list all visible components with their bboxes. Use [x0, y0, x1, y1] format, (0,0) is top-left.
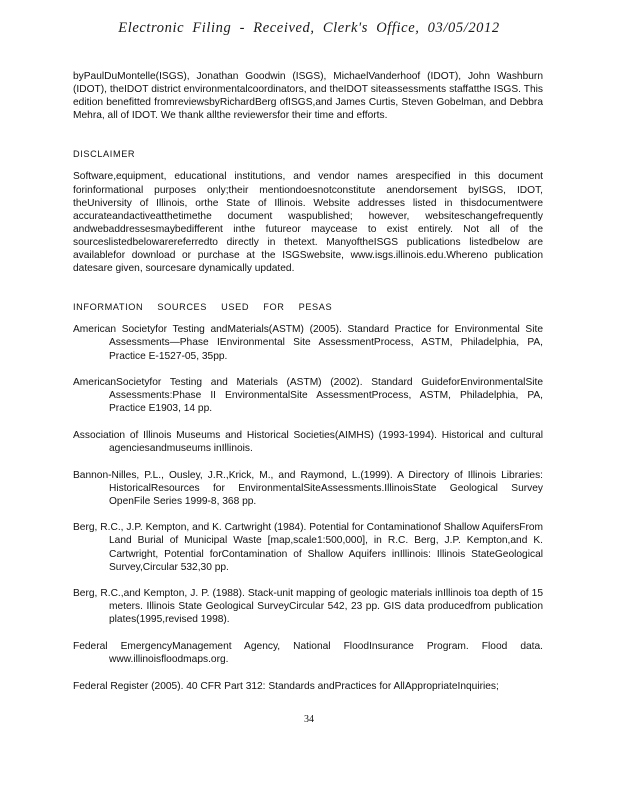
reference-item: Bannon-Nilles, P.L., Ousley, J.R.,Krick, M., and Raymond, L.(1999). A Directory of Illinois Libraries: HistoricalResources for EnvironmentalSiteAssessments.IllinoisState Geological Survey OpenFile Series 1999-8, 368 pp.: [73, 469, 543, 507]
reference-item: Association of Illinois Museums and Historical Societies(AIMHS) (1993-1994). Historical and cultural agenciesandmuseums inIllinois.: [73, 429, 543, 454]
section-gap: [73, 275, 543, 301]
reference-item: American Societyfor Testing andMaterials(ASTM) (2005). Standard Practice for Environmental Site Assessments—Phase IEnvironmental Site AssessmentProcess, ASTM, Philadelphia, PA, Practice E-1527-05, 35pp.: [73, 324, 543, 362]
section-gap: [73, 161, 543, 170]
section-gap: [73, 122, 543, 148]
reference-item: AmericanSocietyfor Testing and Materials (ASTM) (2002). Standard GuideforEnvironmentalSite Assessments:Phase II EnvironmentalSite AssessmentProcess, ASTM, Philadelphia, PA, Practice E1903, 14 pp.: [73, 377, 543, 415]
page-number: 34: [304, 714, 314, 725]
disclaimer-paragraph: Software,equipment, educational institutions, and vendor names arespecified in this document forinformational purposes only;their mentiondoesnotconstitute anendorsement byISGS, IDOT, theUniversity of Illinois, orthe State of Illinois. Website addresses listed in thisdocumentwere accurateandactiveatthetimethe document waspublished; however, websiteschangefrequently andwebaddressesmaybedifferent inthe futureor maycease to exist entirely. Not all of the sourceslistedbelowarereferredto directly in thetext. ManyoftheISGS publications listedbelow are availablefor download or purchase at the ISGSwebsite, www.isgs.illinois.edu.Whereno publication datesare given, sourcesare dynamically updated.: [73, 171, 543, 275]
reference-item: Federal Register (2005). 40 CFR Part 312: Standards andPractices for AllAppropriateInquiries;: [73, 680, 499, 692]
disclaimer-heading: DISCLAIMER: [73, 149, 136, 160]
reference-item: Berg, R.C., J.P. Kempton, and K. Cartwright (1984). Potential for Contaminationof Shallow AquifersFrom Land Burial of Municipal Waste [map,scale1:500,000], in R.C. Berg, J.P. Kempton,and K. Cartwright, Potential forContamination of Shallow Aquifers inIllinois: Illinois StateGeological Survey,Circular 532,30 pp.: [73, 522, 543, 573]
acknowledgement-paragraph: byPaulDuMontelle(ISGS), Jonathan Goodwin (ISGS), MichaelVanderhoof (IDOT), John Washburn (IDOT), theIDOT district environmentalcoordinators, and theIDOT siteassessments staffatthe ISGS. This edition benefitted fromreviewsbyRichardBerg ofISGS,and James Curtis, Steven Gobelman, and Debbra Mehra, all of IDOT. We thank allthe reviewersfor their time and efforts.: [73, 71, 543, 122]
reference-list: [73, 323, 543, 692]
reference-item: Federal EmergencyManagement Agency, National FloodInsurance Program. Flood data. www.illinoisfloodmaps.org.: [73, 641, 543, 666]
page-body: [73, 70, 543, 706]
section-gap: [73, 314, 543, 323]
filing-stamp-header: Electronic Filing - Received, Clerk's Office, 03/05/2012: [118, 20, 500, 36]
sources-heading: INFORMATION SOURCES USED FOR PESAS: [73, 302, 333, 313]
reference-item: Berg, R.C.,and Kempton, J. P. (1988). Stack-unit mapping of geologic materials inIllinois toa depth of 15 meters. Illinois State Geological SurveyCircular 542, 23 pp. GIS data producedfrom publication plates(1995,revised 1998).: [73, 588, 543, 626]
